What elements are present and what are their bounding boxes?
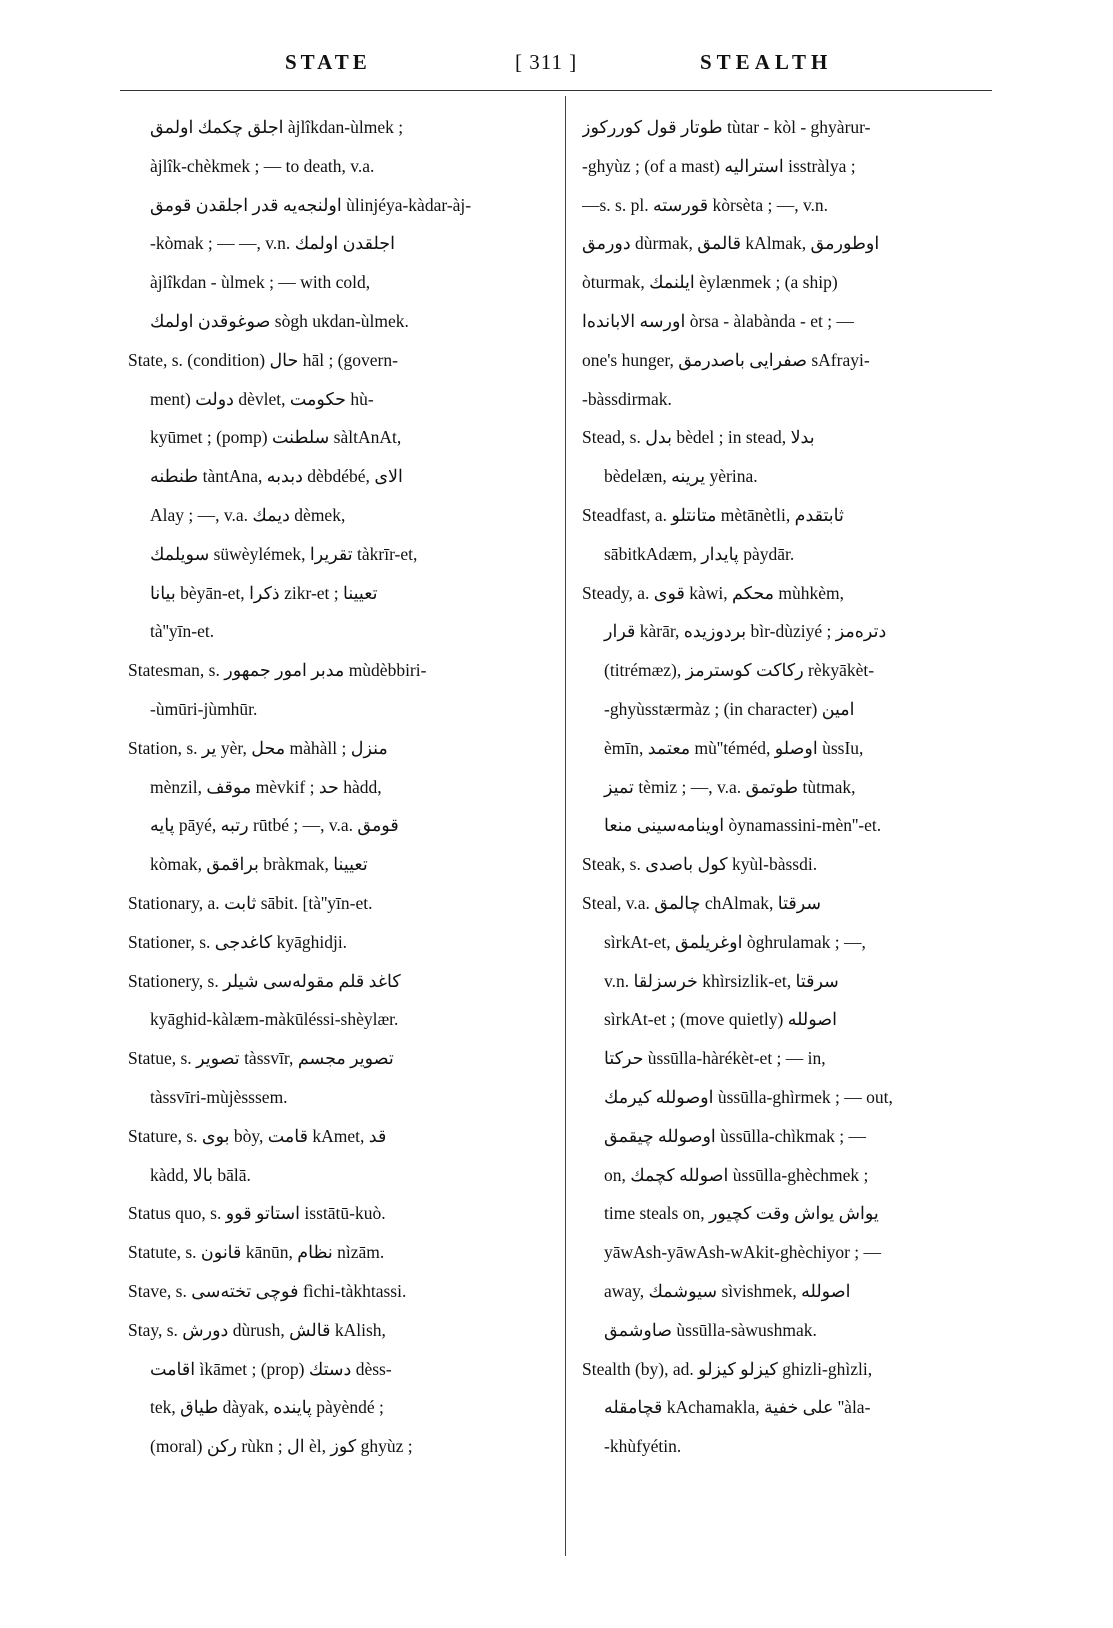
entry-line: Statute, s. قانون kānūn, نظام nìzām. xyxy=(128,1242,385,1263)
header-first-word: STATE xyxy=(285,50,371,74)
entry-line: v.n. خرسزلقا khìrsizlik-et, سرقتا xyxy=(604,970,839,991)
entry-line: Statesman, s. مدبر امور جمهور mùdèbbiri- xyxy=(128,660,427,681)
entry-line: سویلمك süwèylémek, تقریرا tàkrīr-et, xyxy=(150,543,418,564)
entry-line: èmīn, معتمد mù''téméd, اوصلو ùssIu, xyxy=(604,737,864,758)
header-rule xyxy=(120,90,992,91)
entry-line: time steals on, یواش یواش وقت کچیور xyxy=(604,1203,879,1224)
entry-line: اقامت ìkāmet ; (prop) دستك dèss- xyxy=(150,1358,392,1379)
entry-line: حرکتا ùssūlla-hàrékèt-et ; — in, xyxy=(604,1048,826,1069)
entry-line: àjlîkdan - ùlmek ; — with cold, xyxy=(150,272,371,293)
entry-line: yāwAsh-yāwAsh-wAkit-ghèchiyor ; — xyxy=(604,1242,882,1263)
entry-line: Stealth (by), ad. کیزلو کیزلو ghizli-ghìzli, xyxy=(582,1358,873,1379)
entry-line: one's hunger, صفرایی باصدرمق sAfrayi- xyxy=(582,349,870,370)
entry-line: (titrémæz), رکاکت کوسترمز rèkyākèt- xyxy=(604,660,875,681)
entry-line: اوصولله کیرمك ùssūlla-ghìrmek ; — out, xyxy=(604,1086,893,1107)
entry-line: صاوشمق ùssūlla-sàwushmak. xyxy=(604,1319,817,1340)
entry-line: Steal, v.a. چالمق chAlmak, سرقتا xyxy=(582,892,822,913)
header-last-word: STEALTH xyxy=(700,50,833,74)
entry-line: Statue, s. تصویر tàssvīr, تصویر مجسم xyxy=(128,1048,394,1069)
entry-line: Steady, a. قوی kàwi, محکم mùhkèm, xyxy=(582,582,845,603)
entry-line: Stationer, s. کاغدجی kyāghidji. xyxy=(128,931,348,952)
entry-line: bèdelæn, یرینه yèrina. xyxy=(604,466,758,487)
entry-line: قچامقله kAchamakla, علی خفیة ''àla- xyxy=(604,1397,871,1418)
left-column xyxy=(128,108,548,1466)
entry-line: قرار kàrār, بردوزیده bìr-dùziyé ; دتره‌مز xyxy=(604,621,887,642)
entry-line: بیانا bèyān-et, ذکرا zikr-et ; تعیینا xyxy=(150,582,378,603)
entry-line: -ghyùsstærmàz ; (in character) امین xyxy=(604,698,855,719)
entry-line: Stave, s. فوچی تخته‌سی fìchi-tàkhtassi. xyxy=(128,1280,407,1301)
entry-line: Stay, s. دورش dùrush, قالش kAlish, xyxy=(128,1319,386,1340)
entry-line: Stature, s. بوی bòy, قامت kAmet, قد xyxy=(128,1125,387,1146)
entry-line: ment) دولت dèvlet, حکومت hù- xyxy=(150,388,374,409)
entry-line: away, سیوشمك sìvishmek, اصولله xyxy=(604,1280,851,1301)
entry-line: mènzil, موقف mèvkif ; حد hàdd, xyxy=(150,776,382,797)
entry-line: طنطنه tàntAna, دبدبه dèbdébé, الای xyxy=(150,466,403,487)
entry-line: (moral) رکن rùkn ; ال èl, کوز ghyùz ; xyxy=(150,1436,413,1457)
entry-line: -kòmak ; — —, v.n. اجلقدن اولمك xyxy=(150,233,395,254)
entry-line: اولنجه‌یه قدر اجلقدن قومق ùlinjéya-kàdar-àj- xyxy=(150,194,472,215)
entry-line: sìrkAt-et, اوغریلمق òghrulamak ; —, xyxy=(604,931,866,952)
entry-line: اورسه الابانده‌ا òrsa - àlabànda - et ; — xyxy=(582,310,854,331)
entry-line: Stationery, s. کاغد قلم مقوله‌سی شیلر xyxy=(128,970,401,991)
entry-line: kyāghid-kàlæm-màkūléssi-shèylær. xyxy=(150,1009,399,1030)
entry-line: اوصولله چیقمق ùssūlla-chìkmak ; — xyxy=(604,1125,866,1146)
entry-line: -ghyùz ; (of a mast) استرالیه isstràlya ; xyxy=(582,155,856,176)
entry-line: Stead, s. بدل bèdel ; in stead, بدلا xyxy=(582,427,815,448)
entry-line: àjlîk-chèkmek ; — to death, v.a. xyxy=(150,155,375,176)
entry-line: tàssvīri-mùjèsssem. xyxy=(150,1086,288,1107)
entry-line: دورمق dùrmak, قالمق kAlmak, اوطورمق xyxy=(582,233,880,254)
entry-line: اجلق چکمك اولمق àjlîkdan-ùlmek ; xyxy=(150,117,404,137)
entry-line: پایه pāyé, رتبه rūtbé ; —, v.a. قومق xyxy=(150,815,399,836)
entry-line: Stationary, a. ثابت sābit. [tà''yīn-et. xyxy=(128,892,373,913)
entry-line: Status quo, s. استاتو قوو isstātū-kuò. xyxy=(128,1203,386,1224)
entry-line: kyūmet ; (pomp) سلطنت sàltAnAt, xyxy=(150,427,402,448)
entry-line: State, s. (condition) حال hāl ; (govern- xyxy=(128,349,398,370)
entry-line: kòmak, براقمق bràkmak, تعیینا xyxy=(150,854,368,875)
entry-line: Alay ; —, v.a. دیمك dèmek, xyxy=(150,504,346,525)
entry-line: sābitkAdæm, پایدار pàydār. xyxy=(604,543,795,564)
entry-line: صوغوقدن اولمك sògh ukdan-ùlmek. xyxy=(150,310,409,331)
column-divider xyxy=(565,96,566,1556)
entry-line: Station, s. یر yèr, محل màhàll ; منزل xyxy=(128,737,388,758)
entry-line: on, اصولله کچمك ùssūlla-ghèchmek ; xyxy=(604,1164,869,1185)
entry-line: kàdd, بالا bālā. xyxy=(150,1164,251,1185)
entry-line: طوتار قول کوررکوز tùtar - kòl - ghyàrur- xyxy=(582,117,871,137)
page-number: [ 311 ] xyxy=(515,50,578,74)
entry-line: tek, طیاق dàyak, پاینده pàyèndé ; xyxy=(150,1397,384,1418)
entry-line: تمیز tèmiz ; —, v.a. طوتمق tùtmak, xyxy=(604,776,856,797)
entry-line: —s. s. pl. قورسته kòrsèta ; —, v.n. xyxy=(582,194,829,215)
entry-line: -ùmūri-jùmhūr. xyxy=(150,698,258,719)
page-header xyxy=(0,50,1113,90)
right-column xyxy=(582,108,1002,1466)
entry-line: òturmak, ایلنمك èylænmek ; (a ship) xyxy=(582,272,838,293)
entry-line: Steak, s. کول باصدی kyùl-bàssdi. xyxy=(582,854,818,875)
entry-line: Steadfast, a. متانتلو mètānètli, ثابتقدم xyxy=(582,504,844,525)
entry-line: tà''yīn-et. xyxy=(150,621,215,642)
entry-line: sìrkAt-et ; (move quietly) اصولله xyxy=(604,1009,837,1030)
entry-line: -khùfyétin. xyxy=(604,1436,682,1457)
entry-line: -bàssdirmak. xyxy=(582,388,672,409)
entry-line: اوینامه‌سینی منعا òynamassini-mèn''-et. xyxy=(604,815,882,836)
